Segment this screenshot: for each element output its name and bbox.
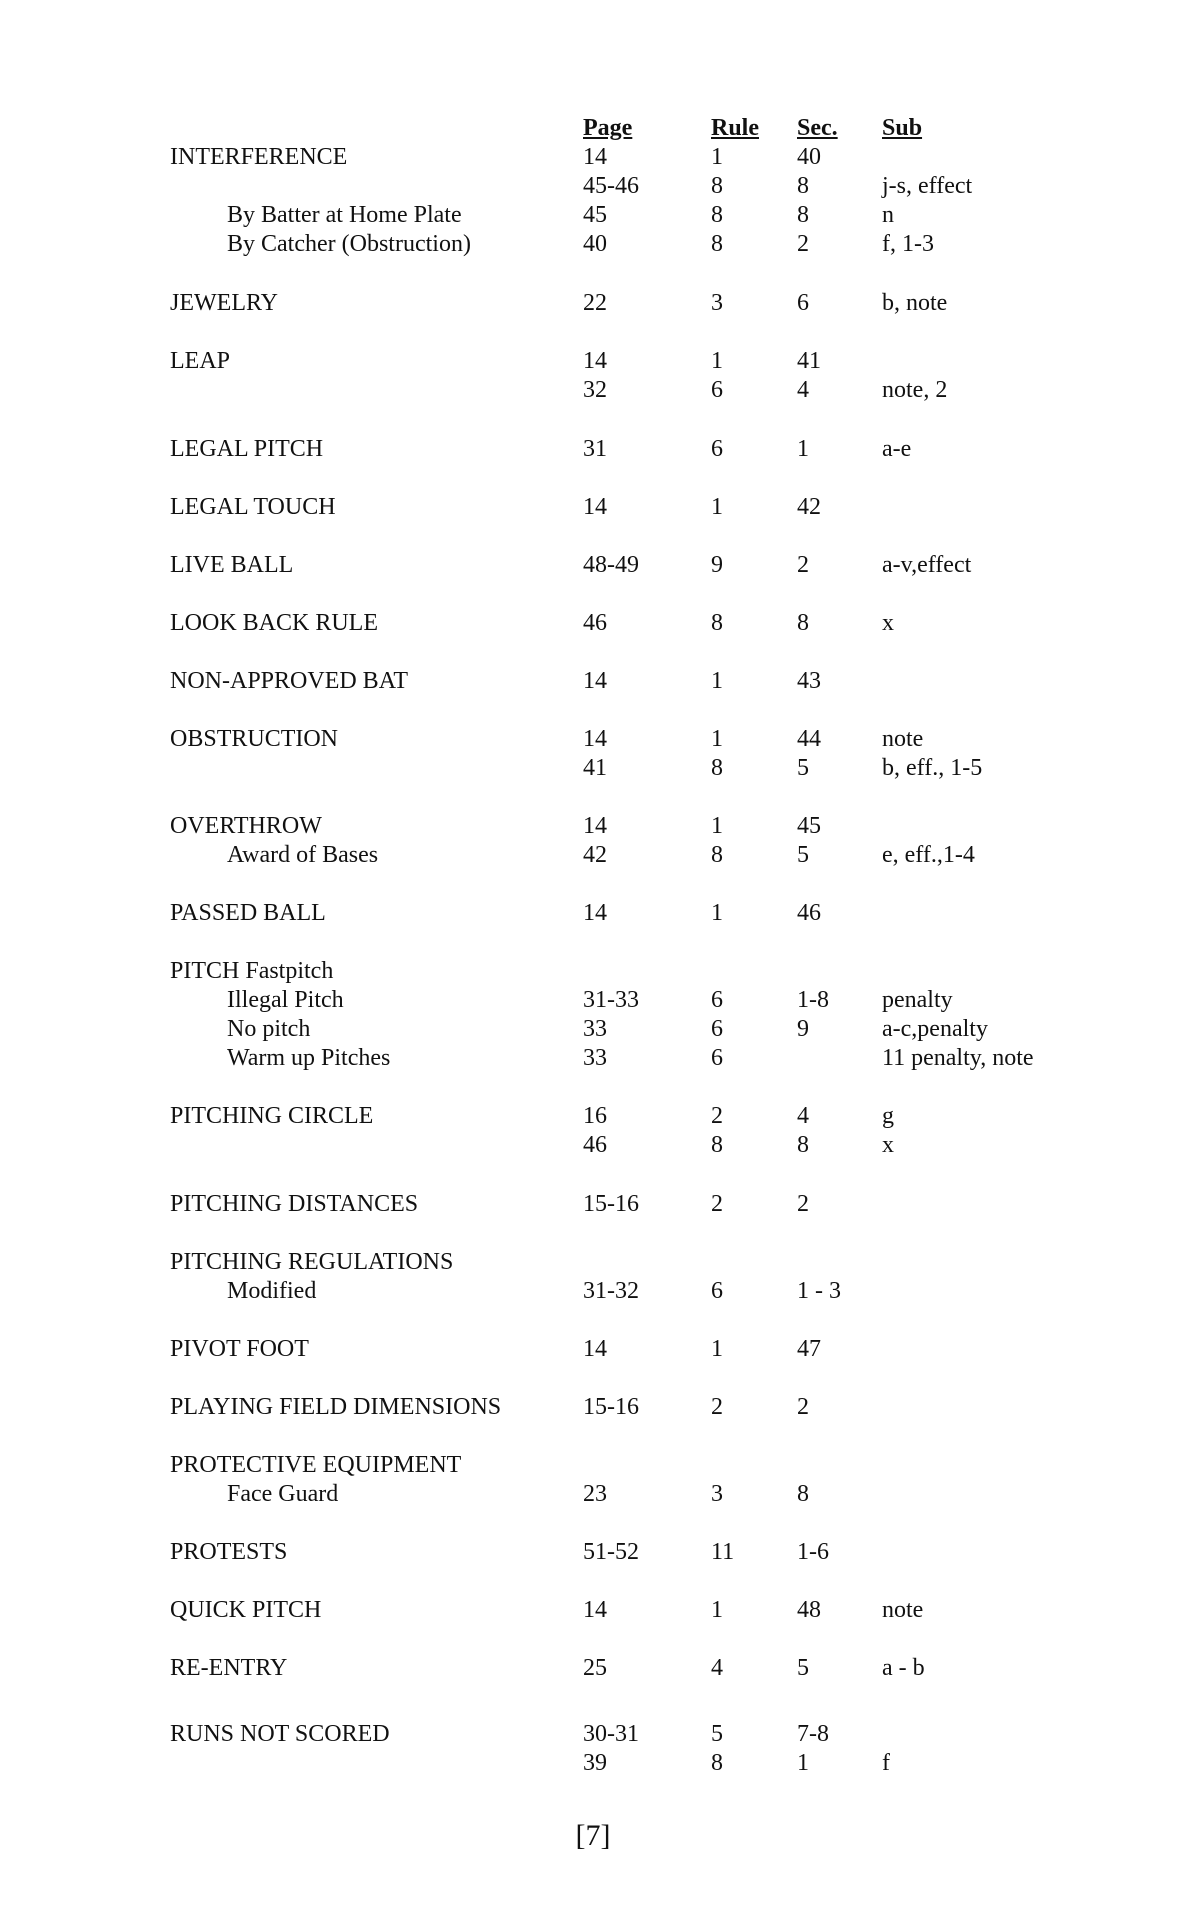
sec-ref: 44 [797,726,821,752]
sub-ref: e, eff.,1-4 [882,842,975,868]
rule-ref: 3 [711,1481,723,1507]
sec-ref: 5 [797,842,809,868]
index-term: PLAYING FIELD DIMENSIONS [170,1394,502,1420]
index-row [0,841,1186,870]
sec-ref: 2 [797,231,809,257]
sec-ref: 48 [797,1597,821,1623]
page-ref: 22 [583,290,607,316]
page-ref: 14 [583,1597,607,1623]
page-ref: 42 [583,842,607,868]
rule-ref: 8 [711,1132,723,1158]
page-ref: 14 [583,348,607,374]
rule-ref: 8 [711,231,723,257]
rule-ref: 1 [711,494,723,520]
sec-ref: 8 [797,202,809,228]
index-row [0,1720,1186,1749]
index-term: OVERTHROW [170,813,322,839]
index-term: INTERFERENCE [170,144,348,170]
page-ref: 14 [583,900,607,926]
index-row [0,1538,1186,1567]
column-headers [0,114,1186,143]
rule-ref: 8 [711,755,723,781]
sec-ref: 45 [797,813,821,839]
sec-ref: 2 [797,552,809,578]
index-row [0,230,1186,259]
sub-ref: f [882,1750,890,1776]
sec-ref: 2 [797,1394,809,1420]
sec-ref: 1-8 [797,987,829,1013]
index-row [0,1015,1186,1044]
sub-ref: g [882,1103,894,1129]
page-ref: 14 [583,144,607,170]
index-term: LIVE BALL [170,552,294,578]
index-term: RUNS NOT SCORED [170,1721,390,1747]
page-ref: 14 [583,813,607,839]
index-subterm: No pitch [227,1016,311,1042]
rule-ref: 9 [711,552,723,578]
index-subterm: Illegal Pitch [227,987,344,1013]
rule-ref: 3 [711,290,723,316]
sec-ref: 7-8 [797,1721,829,1747]
header-sub: Sub [882,115,923,141]
rule-ref: 2 [711,1394,723,1420]
rule-ref: 5 [711,1721,723,1747]
index-row [0,376,1186,405]
index-row [0,986,1186,1015]
rule-ref: 1 [711,726,723,752]
index-row [0,1654,1186,1683]
index-row [0,201,1186,230]
sub-ref: a-v,effect [882,552,972,578]
page-ref: 32 [583,377,607,403]
index-subterm: Modified [227,1278,317,1304]
index-row [0,1451,1186,1480]
page-ref: 33 [583,1016,607,1042]
sec-ref: 1 [797,436,809,462]
sec-ref: 8 [797,173,809,199]
sec-ref: 41 [797,348,821,374]
index-row [0,1749,1186,1778]
sub-ref: a-c,penalty [882,1016,988,1042]
index-row [0,1480,1186,1509]
sub-ref: x [882,1132,894,1158]
sec-ref: 8 [797,1481,809,1507]
sub-ref: a - b [882,1655,925,1681]
sec-ref: 4 [797,377,809,403]
page-ref: 25 [583,1655,607,1681]
rule-ref: 1 [711,144,723,170]
rule-ref: 8 [711,202,723,228]
sec-ref: 9 [797,1016,809,1042]
sec-ref: 47 [797,1336,821,1362]
rule-ref: 1 [711,348,723,374]
index-row [0,957,1186,986]
page-ref: 45 [583,202,607,228]
index-term: RE-ENTRY [170,1655,288,1681]
index-row [0,1393,1186,1422]
sec-ref: 5 [797,1655,809,1681]
index-row [0,899,1186,928]
index-row [0,1248,1186,1277]
header-page: Page [583,115,633,141]
rule-ref: 6 [711,1278,723,1304]
index-row [0,754,1186,783]
index-row [0,1131,1186,1160]
sub-ref: note, 2 [882,377,948,403]
page-ref: 23 [583,1481,607,1507]
index-term: LEGAL TOUCH [170,494,336,520]
index-row [0,812,1186,841]
rule-ref: 11 [711,1539,735,1565]
rule-ref: 2 [711,1103,723,1129]
index-term: LOOK BACK RULE [170,610,378,636]
page-ref: 16 [583,1103,607,1129]
sub-ref: f, 1-3 [882,231,934,257]
page-ref: 48-49 [583,552,639,578]
sec-ref: 40 [797,144,821,170]
index-row [0,1044,1186,1073]
index-row [0,493,1186,522]
index-row [0,172,1186,201]
sec-ref: 4 [797,1103,809,1129]
rule-ref: 8 [711,610,723,636]
page-ref: 30-31 [583,1721,639,1747]
page-ref: 14 [583,1336,607,1362]
index-term: PITCHING CIRCLE [170,1103,374,1129]
index-row [0,725,1186,754]
index-subterm: Face Guard [227,1481,339,1507]
index-subterm: Warm up Pitches [227,1045,391,1071]
page-ref: 14 [583,494,607,520]
header-rule: Rule [711,115,759,141]
header-sec: Sec. [797,115,838,141]
sec-ref: 6 [797,290,809,316]
rule-ref: 6 [711,987,723,1013]
sec-ref: 43 [797,668,821,694]
page-ref: 33 [583,1045,607,1071]
index-term: PITCHING DISTANCES [170,1191,419,1217]
rule-ref: 1 [711,900,723,926]
index-row [0,609,1186,638]
page-ref: 46 [583,1132,607,1158]
index-term: NON-APPROVED BAT [170,668,409,694]
index-subterm: Award of Bases [227,842,379,868]
sub-ref: a-e [882,436,912,462]
sub-ref: x [882,610,894,636]
sub-ref: b, note [882,290,948,316]
index-row [0,1277,1186,1306]
sub-ref: 11 penalty, note [882,1045,1034,1071]
sec-ref: 46 [797,900,821,926]
sec-ref: 1 [797,1750,809,1776]
index-term: PASSED BALL [170,900,326,926]
index-row [0,551,1186,580]
rule-ref: 4 [711,1655,723,1681]
sub-ref: j-s, effect [882,173,973,199]
index-row [0,1596,1186,1625]
rule-ref: 1 [711,813,723,839]
page-number: [7] [575,1819,611,1852]
page-ref: 14 [583,668,607,694]
rule-ref: 6 [711,1045,723,1071]
index-term: LEGAL PITCH [170,436,324,462]
index-row [0,1190,1186,1219]
sec-ref: 5 [797,755,809,781]
page-ref: 31-32 [583,1278,639,1304]
index-term: PROTECTIVE EQUIPMENT [170,1452,462,1478]
page-ref: 40 [583,231,607,257]
sec-ref: 1-6 [797,1539,829,1565]
index-term: QUICK PITCH [170,1597,322,1623]
sub-ref: note [882,1597,924,1623]
index-term: JEWELRY [170,290,278,316]
index-subterm: By Batter at Home Plate [227,202,462,228]
page-ref: 46 [583,610,607,636]
sub-ref: note [882,726,924,752]
index-term: LEAP [170,348,230,374]
index-term: OBSTRUCTION [170,726,339,752]
rule-ref: 6 [711,436,723,462]
index-row [0,1335,1186,1364]
rule-ref: 1 [711,1336,723,1362]
sec-ref: 8 [797,1132,809,1158]
index-subterm: By Catcher (Obstruction) [227,231,471,257]
index-row [0,1102,1186,1131]
index-term: PIVOT FOOT [170,1336,309,1362]
page-ref: 51-52 [583,1539,639,1565]
index-row [0,143,1186,172]
rule-ref: 6 [711,1016,723,1042]
rule-ref: 1 [711,1597,723,1623]
index-term: PROTESTS [170,1539,288,1565]
page-ref: 45-46 [583,173,639,199]
page-ref: 41 [583,755,607,781]
rule-ref: 8 [711,173,723,199]
index-row [0,435,1186,464]
index-row [0,667,1186,696]
page-ref: 39 [583,1750,607,1776]
index-row [0,289,1186,318]
index-term: PITCH Fastpitch [170,958,334,984]
sec-ref: 42 [797,494,821,520]
page-ref: 15-16 [583,1191,639,1217]
page-ref: 15-16 [583,1394,639,1420]
sec-ref: 1 - 3 [797,1278,841,1304]
rule-ref: 6 [711,377,723,403]
sub-ref: b, eff., 1-5 [882,755,983,781]
sec-ref: 8 [797,610,809,636]
index-row [0,347,1186,376]
page-ref: 31 [583,436,607,462]
rule-ref: 8 [711,842,723,868]
index-term: PITCHING REGULATIONS [170,1249,454,1275]
sub-ref: penalty [882,987,953,1013]
page-ref: 14 [583,726,607,752]
rule-ref: 8 [711,1750,723,1776]
rule-ref: 1 [711,668,723,694]
sec-ref: 2 [797,1191,809,1217]
rule-ref: 2 [711,1191,723,1217]
page-ref: 31-33 [583,987,639,1013]
sub-ref: n [882,202,894,228]
